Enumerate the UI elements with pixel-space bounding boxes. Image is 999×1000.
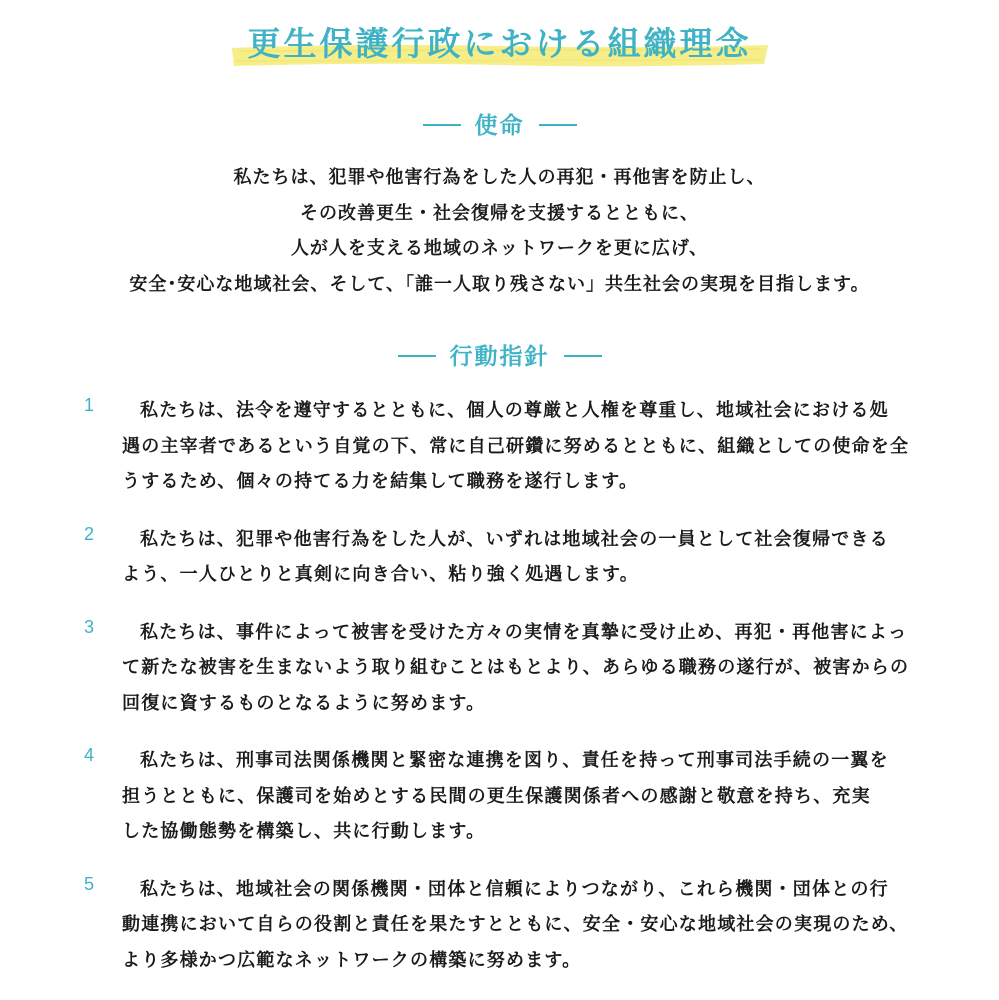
mission-line: 私たちは、犯罪や他害行為をした人の再犯・再他害を防止し、 [233,167,766,188]
guideline-line: 回復に資するものとなるように努めます。 [122,692,486,714]
heading-dash-left [398,355,436,357]
guideline-item [0,522,999,593]
guideline-number: 4 [84,745,95,765]
mission-heading-text: 使命 [474,113,525,139]
guideline-number: 3 [84,616,95,637]
guideline-line: 私たちは、犯罪や他害行為をした人が、いずれは地域社会の一員として社会復帰できる [140,528,889,550]
guideline-line: より多様かつ広範なネットワークの構築に努めます。 [122,949,582,971]
guideline-number: 2 [84,523,95,544]
page-title-text: 更生保護行政における組織理念 [247,24,752,63]
guideline-line: うするため、個々の持てる力を結集して職務を遂行します。 [122,471,639,492]
guideline-line: 私たちは、地域社会の関係機関・団体と信頼によりつながり、これら機関・団体との行 [140,878,889,900]
mission-heading [0,107,999,140]
guideline-line: 遇の主宰者であるという自覚の下、常に自己研鑽に努めるとともに、組織としての使命を全 [122,435,910,457]
guideline-line: て新たな被害を生まないよう取り組むことはもとより、あらゆる職務の遂行が、被害からの [122,657,910,678]
mission-line: 人が人を支える地域のネットワークを更に広げ、 [290,238,709,259]
guideline-number: 1 [84,395,95,415]
guideline-line: した協働態勢を構築し、共に行動します。 [122,821,486,842]
guideline-line: よう、一人ひとりと真剣に向き合い、粘り強く処遇します。 [122,564,639,585]
heading-dash-left [423,124,461,126]
guideline-item [0,872,999,979]
guideline-item [0,615,999,722]
guidelines-list [0,393,999,1000]
guidelines-heading-text: 行動指針 [449,344,550,370]
mission-line: 安全･安心な地域社会、そして、「誰一人取り残さない」共生社会の実現を目指します。 [129,273,870,295]
heading-dash-right [564,355,602,357]
guideline-line: 私たちは、法令を遵守するとともに、個人の尊厳と人権を尊重し、地域社会における処 [140,400,889,421]
page-title [234,14,766,71]
title-area [0,14,999,71]
heading-dash-right [539,124,577,126]
guideline-item [0,393,999,500]
guideline-line: 私たちは、刑事司法関係機関と緊密な連携を図り、責任を持って刑事司法手続の一翼を [140,750,889,771]
guideline-line: 私たちは、事件によって被害を受けた方々の実情を真摯に受け止め、再犯・再他害によっ [140,621,908,643]
mission-statement [0,160,999,302]
guidelines-heading [0,338,999,371]
guideline-item [0,743,999,850]
mission-line: その改善更生・社会復帰を支援するとともに、 [300,202,699,224]
guideline-line: 担うとともに、保護司を始めとする民間の更生保護関係者への感謝と敬意を持ち、充実 [122,785,871,807]
guideline-number: 5 [84,873,95,894]
guideline-line: 動連携において自らの役割と責任を果たすとともに、安全・安心な地域社会の実現のため、 [122,914,909,935]
